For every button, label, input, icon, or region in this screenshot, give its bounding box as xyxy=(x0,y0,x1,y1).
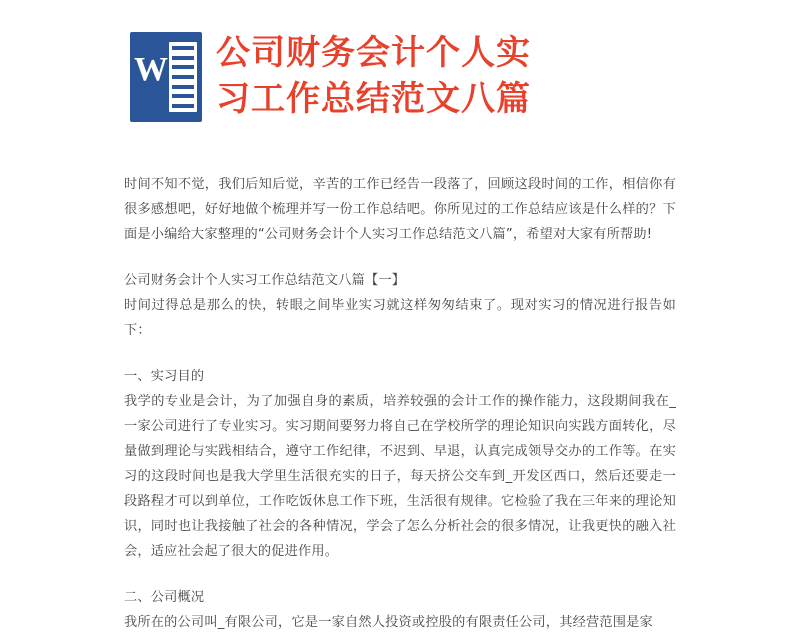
word-icon-line xyxy=(172,104,194,108)
paragraph-purpose-body: 我学的专业是会计，为了加强自身的素质，培养较强的会计工作的操作能力，这段期间我在_一家公司进行了专业实习。实习期间要努力将自己在学校所学的理论知识向实践方面转化，尽量做到理论与实践相结合，遵守工作纪律，不迟到、早退，认真完成领导交办的工作等。在实习的这段时间也是我大学里生活很充实的日子，每天挤公交车到_开发区西口，然后还要走一段路程才可以到单位，工作吃饭休息工作下班，生活很有规律。它检验了我在三年来的理论知识，同时也让我接触了社会的各种情况，学会了怎么分析社会的很多情况，让我更快的融入社会，适应社会起了很大的促进作用。 xyxy=(124,394,676,559)
word-icon-line xyxy=(172,85,194,89)
word-icon-line xyxy=(172,94,194,98)
word-icon-lines xyxy=(169,42,197,112)
word-document-icon xyxy=(130,32,202,122)
paragraph-section-heading-1: 公司财务会计个人实习工作总结范文八篇【一】 xyxy=(124,273,406,288)
document-header xyxy=(0,0,800,120)
paragraph-company-body: 我所在的公司叫_有限公司，它是一家自然人投资或控股的有限责任公司，其经营范围是家 xyxy=(124,615,653,630)
page-title-line-2: 习工作总结范文八篇 xyxy=(216,79,531,119)
word-icon-line xyxy=(172,65,194,69)
paragraph-opening: 时间过得总是那么的快，转眼之间毕业实习就这样匆匆结束了。现对实习的情况进行报告如下： xyxy=(124,298,676,338)
page-title xyxy=(216,30,531,122)
document-body xyxy=(0,120,800,635)
word-icon-line xyxy=(172,56,194,60)
paragraph-intro: 时间不知不觉，我们后知后觉，辛苦的工作已经告一段落了，回顾这段时间的工作，相信你有很多感想吧，好好地做个梳理并写一份工作总结吧。你所见过的工作总结应该是什么样的？下面是小编给大家整理的“公司财务会计个人实习工作总结范文八篇”，希望对大家有所帮助! xyxy=(124,177,676,242)
word-icon-letter: W xyxy=(134,51,168,88)
paragraph-heading-company: 二、公司概况 xyxy=(124,590,205,605)
page-title-line-1: 公司财务会计个人实 xyxy=(216,33,531,73)
paragraph-heading-purpose: 一、实习目的 xyxy=(124,369,205,384)
word-icon-line xyxy=(172,46,194,50)
word-icon-line xyxy=(172,75,194,79)
